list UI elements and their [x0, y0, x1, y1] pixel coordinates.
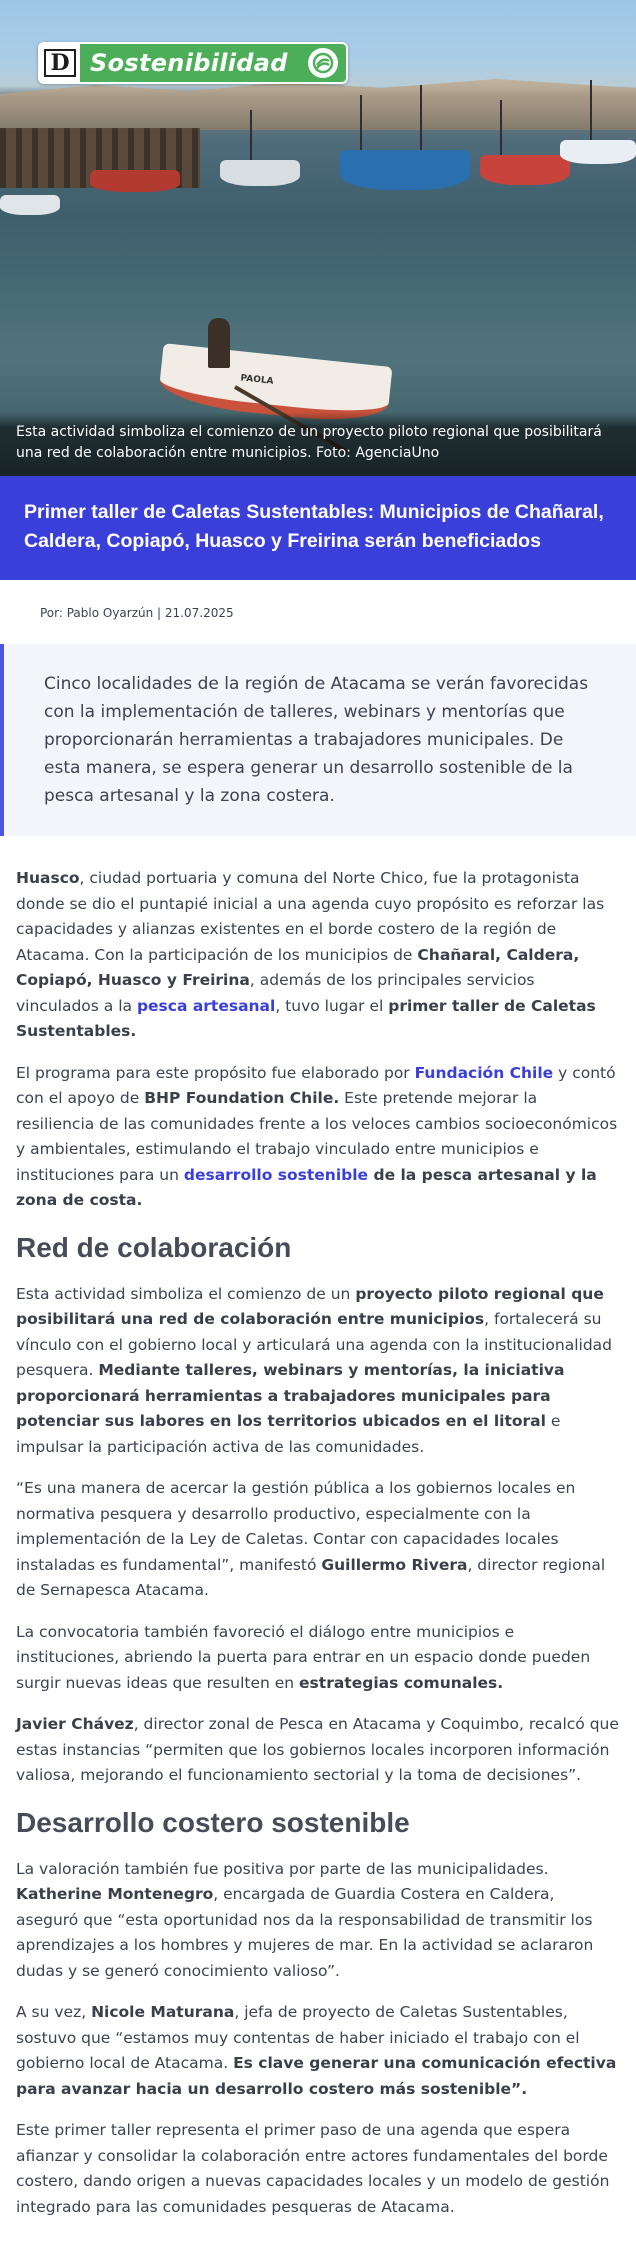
title-band — [0, 476, 636, 580]
bold-text: Mediante talleres, webinars y mentorías, la iniciativa proporcionará herramientas a trabajadores municipales para potenciar sus labores en los territorios ubicados en el litoral — [16, 1361, 565, 1430]
bold-text: Nicole Maturana — [91, 2003, 235, 2021]
brand-d-logo — [40, 44, 80, 82]
text: Este pretende mejorar la resiliencia de las comunidades frente a los veloces cambios socioeconómicos y ambientales, estimulando el trabajo vinculado entre municipios e instituciones para un — [16, 1089, 618, 1184]
fishing-boat — [560, 140, 636, 164]
section-heading: Desarrollo costero sostenible — [16, 1806, 410, 1838]
text: y contó con el apoyo de — [16, 1063, 616, 1107]
brand-d-letter: D — [44, 49, 75, 77]
text: , ciudad portuaria y comuna del Norte Chico, fue la protagonista donde se dio el puntapié inicial a una agenda cuyo propósito es reforzar las capacidades y alianzas existentes en el borde costero de la región de Atacama. Con la participación de los municipios de — [16, 869, 605, 964]
photo-caption: Esta actividad simboliza el comienzo de un proyecto piloto regional que posibilitará una red de colaboración entre municipios. Foto: AgenciaUno — [0, 412, 636, 476]
bold-text: BHP Foundation Chile. — [144, 1089, 340, 1107]
lead-text: Cinco localidades de la región de Atacama se verán favorecidas con la implementación de talleres, webinars y mentorías que proporcionarán herramientas a trabajadores municipales. De esta manera, se espera generar un desarrollo sostenible de la pesca artesanal y la zona costera. — [44, 674, 589, 806]
bold-text: proyecto piloto regional que posibilitará una red de colaboración entre municipios — [16, 1284, 604, 1328]
bold-text: Guillermo Rivera — [321, 1555, 468, 1574]
article-body — [0, 866, 636, 2256]
link-desarrollo-sostenible[interactable]: desarrollo sostenible — [183, 1165, 369, 1184]
bold-text: Huasco — [16, 869, 80, 887]
paragraph — [16, 1061, 620, 1214]
section-brand-name: Sostenibilidad — [90, 49, 288, 77]
bold-text: estrategias comunales. — [299, 1673, 504, 1692]
byline: Por: Pablo Oyarzún | 21.07.2025 — [40, 606, 234, 620]
section-heading: Red de colaboración — [16, 1231, 292, 1263]
paragraph — [16, 866, 620, 1045]
link-fundacion-chile[interactable]: Fundación Chile — [414, 1063, 554, 1082]
boat-mast — [590, 80, 592, 140]
text: , tuvo lugar el — [275, 996, 389, 1015]
text: “Es una manera de acercar la gestión pública a los gobiernos locales en normativa pesquera y desarrollo productivo, especialmente con la implementación de la Ley de Caletas. Contar con capacidades locales instaladas es fundamental”, manifestó — [16, 1479, 576, 1574]
fishing-boat — [480, 155, 570, 185]
fishing-boat — [340, 150, 470, 190]
text: La convocatoria también favoreció el diálogo entre municipios e instituciones, abriendo la puerta para entrar en un espacio donde pueden surgir nuevas ideas que resulten en — [16, 1622, 591, 1692]
paragraph — [16, 2000, 620, 2102]
boat-label: PAOLA — [239, 373, 274, 387]
boat-mast — [500, 100, 502, 155]
sustainability-leaf-icon — [308, 48, 338, 78]
boat-mast — [360, 95, 362, 155]
paragraph — [16, 1857, 620, 1985]
bold-text: Es clave generar una comunicación efectiva para avanzar hacia un desarrollo costero más sostenible”. — [16, 2054, 617, 2098]
bold-text: Chañaral, Caldera, Copiapó, Huasco y Freirina — [16, 945, 580, 989]
text: El programa para este propósito fue elaborado por — [16, 1063, 415, 1082]
bold-text: primer taller de Caletas Sustentables. — [16, 996, 596, 1040]
article-title: Primer taller de Caletas Sustentables: Municipios de Chañaral, Caldera, Copiapó, Huasco y Freirina serán beneficiados — [24, 501, 604, 552]
sostenibilidad-logo[interactable] — [38, 42, 348, 84]
text: , jefa de proyecto de Caletas Sustentables, sostuvo que “estamos muy contentas de haber iniciado el trabajo con el gobierno local de Atacama. — [16, 2003, 580, 2072]
text: Esta actividad simboliza el comienzo de un — [16, 1284, 356, 1303]
paragraph — [16, 1282, 620, 1461]
link-pesca-artesanal[interactable]: pesca artesanal — [136, 996, 276, 1015]
fisherman — [208, 318, 230, 368]
fishing-boat — [220, 160, 300, 186]
text: La valoración también fue positiva por parte de las municipalidades. — [16, 1859, 549, 1878]
paragraph — [16, 1476, 620, 1604]
fishing-boat — [90, 170, 180, 192]
text: A su vez, — [16, 2003, 92, 2021]
text: , fortalecerá su vínculo con el gobierno local y articulará una agenda con la institucionalidad pesquera. — [16, 1310, 613, 1379]
paragraph — [16, 1712, 620, 1789]
text: , además de los principales servicios vinculados a la — [16, 971, 535, 1015]
paragraph — [16, 1620, 620, 1697]
text: , director regional de Sernapesca Atacama. — [16, 1555, 606, 1599]
boat-mast — [420, 85, 422, 155]
bold-text: Katherine Montenegro — [16, 1885, 214, 1903]
bold-text: de la pesca artesanal y la zona de costa. — [16, 1165, 597, 1209]
text: , director zonal de Pesca en Atacama y Coquimbo, recalcó que estas instancias “permiten que los gobiernos locales incorporen información valiosa, mejorando el funcionamiento sectorial y la toma de decisiones”. — [16, 1715, 619, 1784]
boat-mast — [250, 110, 252, 160]
hero-image — [0, 0, 636, 476]
bold-text: Javier Chávez — [16, 1715, 134, 1733]
fishing-boat — [0, 195, 60, 215]
text: , encargada de Guardia Costera en Caldera, aseguró que “esta oportunidad nos da la responsabilidad de transmitir los aprendizajes a los hombres y mujeres de mar. En la actividad se aclararon dudas y se generó conocimiento valioso”. — [16, 1885, 594, 1980]
paragraph: Este primer taller representa el primer paso de una agenda que espera afianzar y consolidar la colaboración entre actores fundamentales del borde costero, dando origen a nuevas capacidades locales y un modelo de gestión integrado para las comunidades pesqueras de Atacama. — [16, 2121, 610, 2216]
text: e impulsar la participación activa de las comunidades. — [16, 1412, 561, 1456]
article-lead — [0, 644, 636, 836]
